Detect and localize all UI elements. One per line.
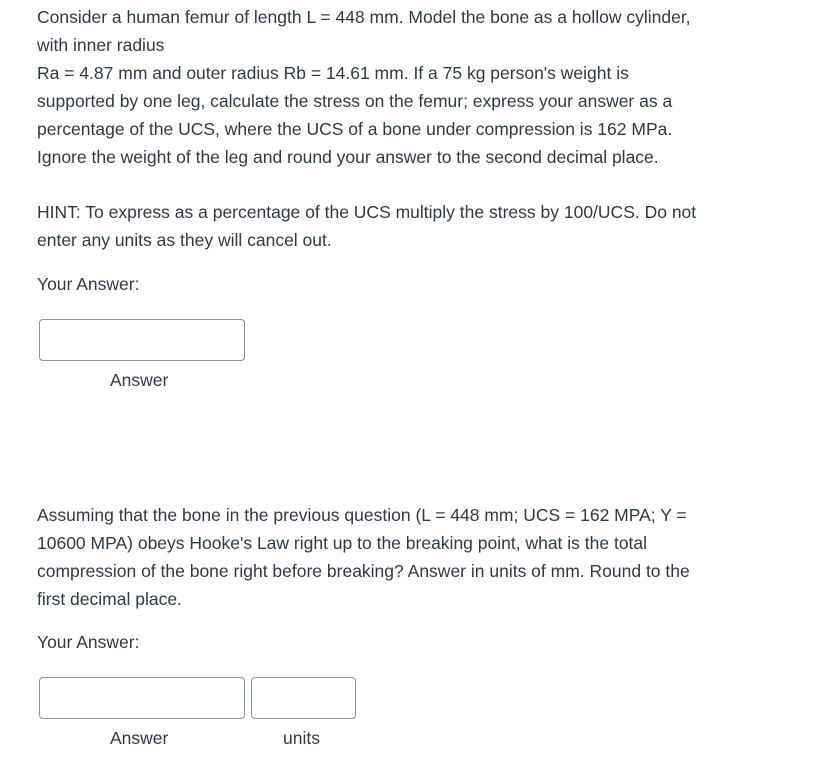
question-1-answer-input[interactable] <box>39 319 245 361</box>
question-1-line: Ra = 4.87 mm and outer radius Rb = 14.61 mm. If a 75 kg person's weight is <box>37 63 629 83</box>
question-2-line: Assuming that the bone in the previous question (L = 448 mm; UCS = 162 MPA; Y = <box>37 505 687 525</box>
question-1-line: percentage of the UCS, where the UCS of a bone under compression is 162 MPa. <box>37 119 673 139</box>
question-2-text <box>37 501 817 613</box>
question-2-answer-caption: Answer <box>110 728 169 748</box>
question-1-line: supported by one leg, calculate the stress on the femur; express your answer as a <box>37 91 673 111</box>
question-1-line: Ignore the weight of the leg and round your answer to the second decimal place. <box>37 147 659 167</box>
hint-line: enter any units as they will cancel out. <box>37 230 332 250</box>
question-1-your-answer-label: Your Answer: <box>37 274 140 294</box>
question-2-your-answer-label: Your Answer: <box>37 632 140 652</box>
question-2-line: first decimal place. <box>37 589 182 609</box>
question-2-line: 10600 MPA) obeys Hooke's Law right up to the breaking point, what is the total <box>37 533 648 553</box>
question-1-line: Consider a human femur of length L = 448 mm. Model the bone as a hollow cylinder, <box>37 7 691 27</box>
question-1-answer-caption: Answer <box>110 370 169 390</box>
question-2-line: compression of the bone right before breaking? Answer in units of mm. Round to the <box>37 561 690 581</box>
hint-line: HINT: To express as a percentage of the UCS multiply the stress by 100/UCS. Do not <box>37 202 697 222</box>
question-1-line: with inner radius <box>37 35 165 55</box>
question-2-units-input[interactable] <box>251 677 356 719</box>
question-1-text <box>37 3 817 171</box>
question-2-units-caption: units <box>283 728 320 748</box>
question-1-hint <box>37 198 817 254</box>
question-2-answer-input[interactable] <box>39 677 245 719</box>
